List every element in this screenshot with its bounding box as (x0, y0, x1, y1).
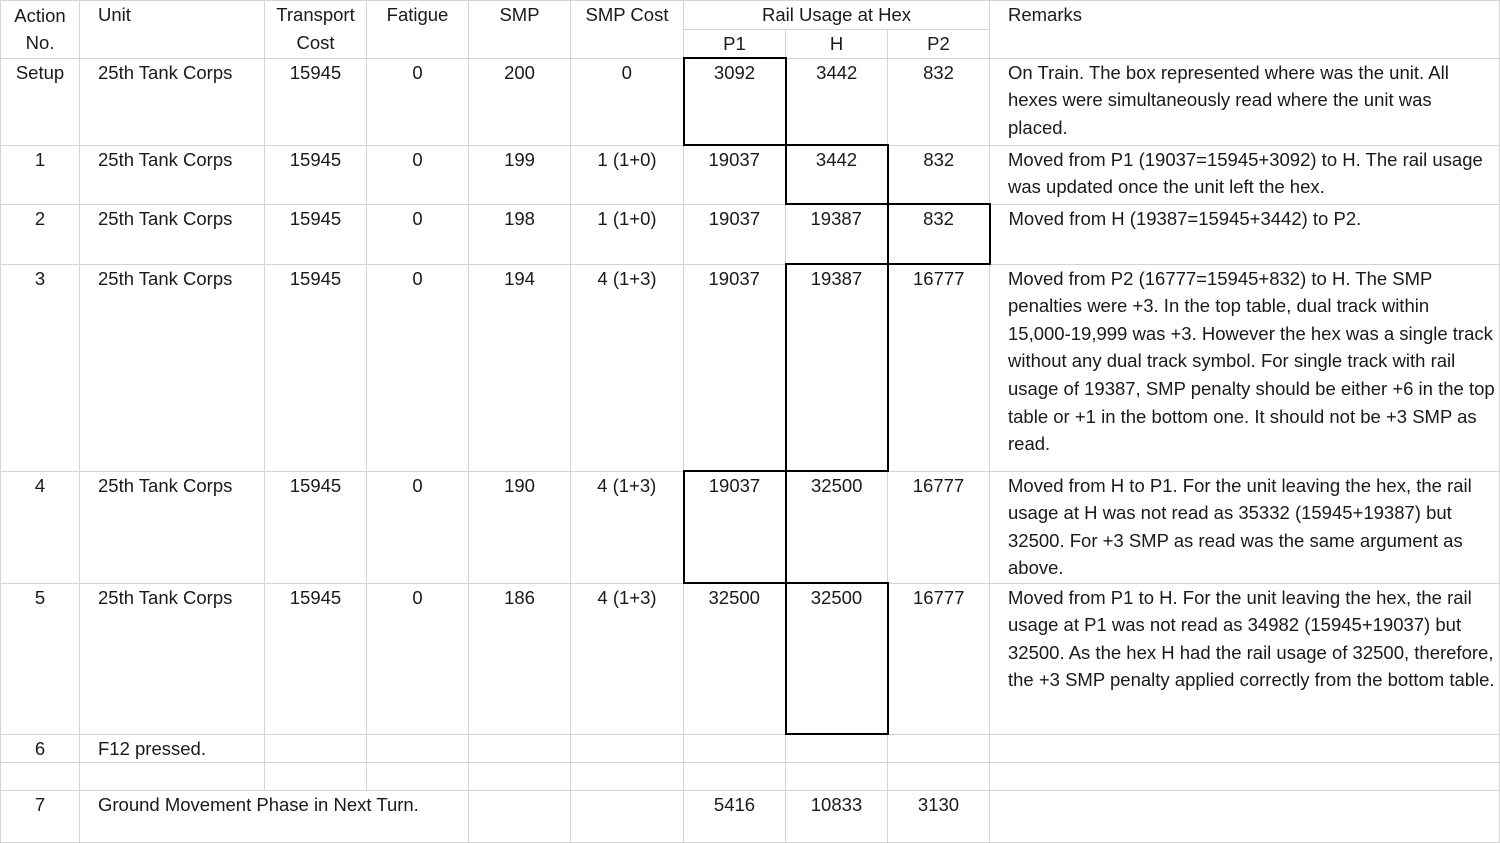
cell-fatigue: 0 (367, 583, 469, 734)
cell-remarks (990, 791, 1500, 843)
cell-remarks: Moved from P1 to H. For the unit leaving the hex, the rail usage at P1 was not read as 34982 (15945+19037) but 32500. As the hex H had the rail usage of 32500, therefore, the +3 SMP penalty applied correctly from the bottom table. (990, 583, 1500, 734)
cell-remarks: Moved from H to P1. For the unit leaving the hex, the rail usage at H was not read as 35332 (15945+19387) but 32500. For +3 SMP as read was the same argument as above. (990, 471, 1500, 583)
cell-remarks: Moved from P2 (16777=15945+832) to H. The SMP penalties were +3. In the top table, dual track within 15,000-19,999 was +3. However the hex was a single track without any dual track symbol. For single track with rail usage of 19387, SMP penalty should be either +6 in the top table or +1 in the bottom one. It should not be +3 SMP as read. (990, 264, 1500, 471)
cell-transport-cost: 15945 (265, 204, 367, 264)
cell-action: 3 (1, 264, 80, 471)
header-transport-cost: Transport Cost (265, 1, 367, 59)
cell-unit: 25th Tank Corps (80, 471, 265, 583)
cell-p2: 3130 (888, 791, 990, 843)
cell-action (1, 763, 80, 791)
cell-action: 6 (1, 734, 80, 763)
cell-transport-cost: 15945 (265, 471, 367, 583)
cell-h: 32500 (786, 583, 888, 734)
cell-fatigue: 0 (367, 471, 469, 583)
cell-smp-cost (571, 763, 684, 791)
table-row (1, 734, 1500, 763)
cell-fatigue: 0 (367, 264, 469, 471)
cell-h: 19387 (786, 264, 888, 471)
table-row (1, 204, 1500, 264)
table-row (1, 471, 1500, 583)
cell-remarks: Moved from H (19387=15945+3442) to P2. (990, 204, 1500, 264)
cell-p1: 19037 (684, 145, 786, 204)
header-h: H (786, 29, 888, 58)
table-row (1, 583, 1500, 734)
cell-unit: 25th Tank Corps (80, 145, 265, 204)
cell-smp: 194 (469, 264, 571, 471)
header-unit: Unit (80, 1, 265, 59)
cell-unit: F12 pressed. (80, 734, 265, 763)
cell-p1: 5416 (684, 791, 786, 843)
table-row (1, 145, 1500, 204)
cell-remarks: Moved from P1 (19037=15945+3092) to H. The rail usage was updated once the unit left the hex. (990, 145, 1500, 204)
cell-p1: 19037 (684, 204, 786, 264)
cell-smp-cost: 4 (1+3) (571, 264, 684, 471)
cell-p2: 832 (888, 58, 990, 145)
cell-transport-cost: 15945 (265, 583, 367, 734)
cell-unit: Ground Movement Phase in Next Turn. (80, 791, 469, 843)
cell-action: 5 (1, 583, 80, 734)
cell-smp-cost: 4 (1+3) (571, 583, 684, 734)
cell-remarks: On Train. The box represented where was the unit. All hexes were simultaneously read where the unit was placed. (990, 58, 1500, 145)
cell-transport-cost: 15945 (265, 58, 367, 145)
cell-action: 1 (1, 145, 80, 204)
header-p1: P1 (684, 29, 786, 58)
cell-smp: 190 (469, 471, 571, 583)
cell-unit: 25th Tank Corps (80, 583, 265, 734)
cell-smp-cost (571, 734, 684, 763)
cell-fatigue: 0 (367, 204, 469, 264)
cell-h (786, 734, 888, 763)
cell-smp-cost: 0 (571, 58, 684, 145)
header-smp-cost: SMP Cost (571, 1, 684, 59)
cell-p1 (684, 763, 786, 791)
cell-action: 4 (1, 471, 80, 583)
header-action-no: Action No. (1, 1, 80, 59)
cell-smp (469, 734, 571, 763)
header-row-1 (1, 1, 1500, 30)
header-remarks: Remarks (990, 1, 1500, 59)
cell-smp: 186 (469, 583, 571, 734)
cell-unit: 25th Tank Corps (80, 58, 265, 145)
cell-smp: 200 (469, 58, 571, 145)
cell-transport-cost (265, 734, 367, 763)
cell-smp: 198 (469, 204, 571, 264)
cell-h: 10833 (786, 791, 888, 843)
cell-p2 (888, 763, 990, 791)
cell-action: 7 (1, 791, 80, 843)
cell-action: Setup (1, 58, 80, 145)
cell-smp-cost: 1 (1+0) (571, 204, 684, 264)
cell-smp-cost: 1 (1+0) (571, 145, 684, 204)
cell-p1: 32500 (684, 583, 786, 734)
cell-unit (80, 763, 265, 791)
cell-p2: 16777 (888, 583, 990, 734)
cell-fatigue (367, 763, 469, 791)
cell-h: 3442 (786, 58, 888, 145)
cell-smp-cost: 4 (1+3) (571, 471, 684, 583)
table-row (1, 264, 1500, 471)
cell-p2 (888, 734, 990, 763)
cell-unit: 25th Tank Corps (80, 204, 265, 264)
cell-action: 2 (1, 204, 80, 264)
cell-smp: 199 (469, 145, 571, 204)
cell-h: 19387 (786, 204, 888, 264)
cell-transport-cost: 15945 (265, 145, 367, 204)
cell-remarks (990, 734, 1500, 763)
cell-unit: 25th Tank Corps (80, 264, 265, 471)
table-row-empty (1, 763, 1500, 791)
cell-remarks (990, 763, 1500, 791)
table-row (1, 791, 1500, 843)
table-row (1, 58, 1500, 145)
cell-fatigue: 0 (367, 58, 469, 145)
cell-p1 (684, 734, 786, 763)
cell-fatigue: 0 (367, 145, 469, 204)
cell-p2: 16777 (888, 264, 990, 471)
cell-smp (469, 791, 571, 843)
cell-p2: 16777 (888, 471, 990, 583)
cell-transport-cost: 15945 (265, 264, 367, 471)
cell-h: 3442 (786, 145, 888, 204)
cell-smp (469, 763, 571, 791)
cell-h: 32500 (786, 471, 888, 583)
cell-transport-cost (265, 763, 367, 791)
cell-smp-cost (571, 791, 684, 843)
cell-p1: 3092 (684, 58, 786, 145)
cell-p2: 832 (888, 204, 990, 264)
header-smp: SMP (469, 1, 571, 59)
header-p2: P2 (888, 29, 990, 58)
header-fatigue: Fatigue (367, 1, 469, 59)
cell-p1: 19037 (684, 264, 786, 471)
cell-h (786, 763, 888, 791)
cell-p2: 832 (888, 145, 990, 204)
cell-p1: 19037 (684, 471, 786, 583)
cell-fatigue (367, 734, 469, 763)
header-rail-usage: Rail Usage at Hex (684, 1, 990, 30)
